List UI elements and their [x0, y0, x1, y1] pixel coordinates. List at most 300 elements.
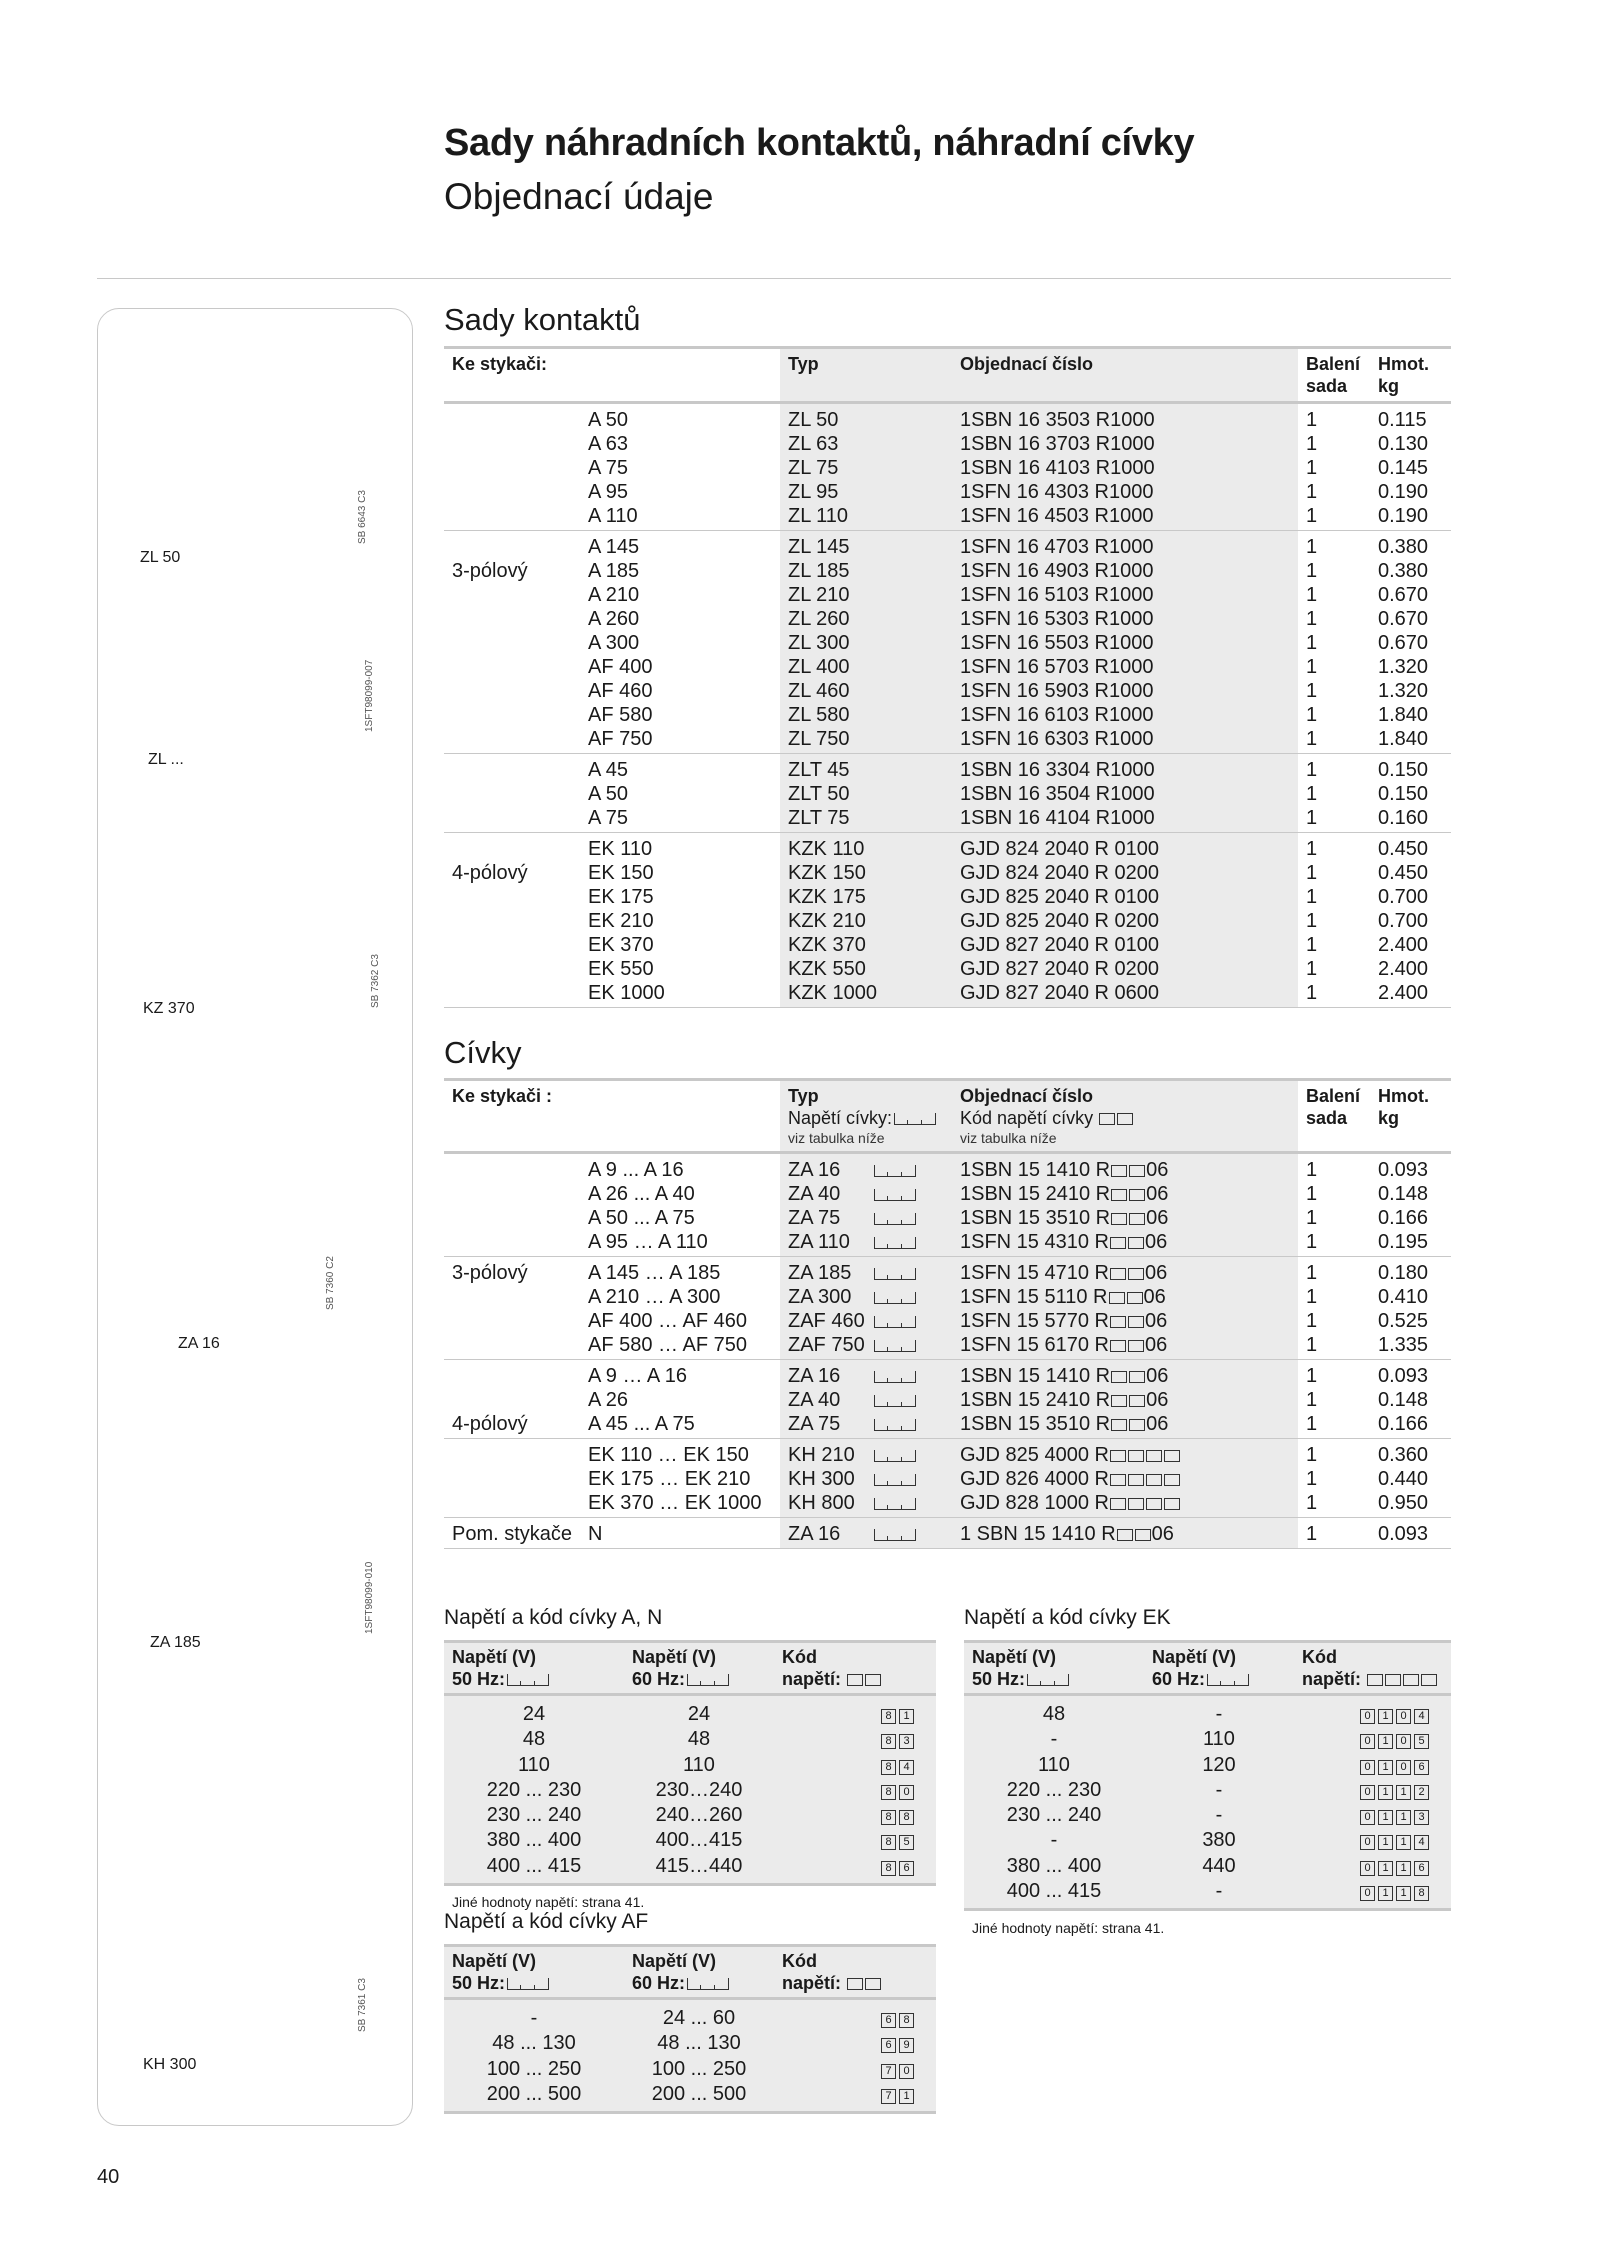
voltage-code-cell — [774, 1999, 936, 2032]
weight-cell: 2.400 — [1378, 982, 1429, 1004]
code-digit: 1 — [1378, 1861, 1393, 1876]
code-digit: 0 — [899, 2064, 914, 2079]
pole-label — [444, 806, 580, 833]
voltage-code-cell — [1294, 1778, 1451, 1803]
pack-cell: 1 — [1306, 505, 1318, 527]
pack-cell: 1 — [1306, 1286, 1318, 1308]
col-header-order-sub — [960, 1107, 1298, 1129]
code-digit: 6 — [1414, 1861, 1429, 1876]
pack-cell: 1 — [1306, 1523, 1318, 1545]
order-prefix: 1SFN 15 5770 R — [960, 1310, 1109, 1332]
voltage-placeholder-bracket — [874, 1371, 916, 1383]
code-placeholder-box — [1146, 1498, 1162, 1510]
order-suffix: 06 — [1146, 1365, 1169, 1387]
type-cell — [780, 1309, 952, 1333]
table-row — [964, 1803, 1451, 1828]
pack-cell: 1 — [1306, 632, 1318, 654]
type-cell: KZK 150 — [780, 861, 952, 885]
voltage-code-cell — [1294, 1828, 1451, 1853]
col-header-code-2 — [1302, 1668, 1451, 1690]
col-header-50hz-2-text: 50 Hz: — [452, 1669, 506, 1689]
pack-cell: 1 — [1306, 838, 1318, 860]
pole-label — [444, 679, 580, 703]
voltage-placeholder-bracket — [874, 1395, 916, 1407]
table-row — [444, 2031, 936, 2056]
code-placeholder-box — [1129, 1371, 1145, 1383]
contactor-cell: EK 110 … EK 150 — [588, 1444, 749, 1466]
weight-cell: 0.380 — [1378, 536, 1429, 558]
table-row — [444, 1803, 936, 1828]
voltage-placeholder-bracket — [894, 1113, 936, 1125]
pole-label — [444, 1153, 580, 1183]
code-digit: 0 — [1396, 1709, 1411, 1724]
pole-label — [444, 957, 580, 981]
col-header-60hz-2 — [632, 1668, 774, 1690]
col-header-type-label: Typ — [788, 1086, 819, 1106]
order-prefix: 1SBN 15 2410 R — [960, 1389, 1111, 1411]
order-number-cell — [952, 1285, 1298, 1309]
code-placeholder-box — [865, 1674, 881, 1686]
type-cell: ZL 580 — [780, 703, 952, 727]
type-name: ZA 16 — [788, 1159, 841, 1181]
code-digit: 1 — [899, 1709, 914, 1724]
type-cell: ZL 260 — [780, 607, 952, 631]
contactor-cell: AF 460 — [588, 680, 653, 702]
voltage-header-row — [444, 1642, 936, 1695]
pack-cell: 1 — [1306, 433, 1318, 455]
col-header-pack — [1298, 1080, 1370, 1153]
table-row — [444, 981, 1451, 1008]
code-digit: 0 — [1360, 1886, 1375, 1901]
order-number-cell: 1SFN 16 5503 R1000 — [952, 631, 1298, 655]
code-placeholder-box — [1164, 1474, 1180, 1486]
contactor-cell: A 50 — [588, 409, 629, 431]
code-placeholder-box — [1110, 1237, 1126, 1249]
type-cell — [780, 1257, 952, 1286]
pack-cell: 1 — [1306, 1468, 1318, 1490]
pack-cell: 1 — [1306, 680, 1318, 702]
contactor-cell: EK 370 — [588, 934, 654, 956]
voltage-placeholder-bracket — [874, 1292, 916, 1304]
order-prefix: 1 SBN 15 1410 R — [960, 1523, 1116, 1545]
pole-label: 4-pólový — [452, 1413, 528, 1435]
order-suffix: 06 — [1146, 1207, 1169, 1229]
type-name: ZA 40 — [788, 1183, 841, 1205]
type-cell — [780, 1412, 952, 1439]
table-row — [444, 933, 1451, 957]
coils-group — [444, 1257, 1451, 1360]
voltage-an-title: Napětí a kód cívky A, N — [444, 1606, 663, 1629]
code-digit: 0 — [1396, 1760, 1411, 1775]
pole-label — [444, 981, 580, 1008]
table-row — [444, 1206, 1451, 1230]
pole-label — [444, 782, 580, 806]
order-number-cell — [952, 1439, 1298, 1468]
table-row — [444, 909, 1451, 933]
weight-cell: 0.670 — [1378, 584, 1429, 606]
type-name: ZAF 460 — [788, 1310, 865, 1332]
code-placeholder-box — [1135, 1529, 1151, 1541]
code-placeholder-box — [1110, 1340, 1126, 1352]
order-number-cell: GJD 827 2040 R 0100 — [952, 933, 1298, 957]
table-row — [964, 1879, 1451, 1908]
col-header-weight-2: kg — [1378, 1108, 1400, 1128]
code-placeholder-box — [1128, 1474, 1144, 1486]
order-suffix: 06 — [1146, 1389, 1169, 1411]
voltage-60hz-cell: 380 — [1202, 1829, 1236, 1852]
code-placeholder-box — [1111, 1165, 1127, 1177]
pack-cell: 1 — [1306, 536, 1318, 558]
weight-cell: 0.148 — [1378, 1183, 1429, 1205]
code-digit: 0 — [1360, 1734, 1375, 1749]
table-row — [444, 583, 1451, 607]
pack-cell: 1 — [1306, 1444, 1318, 1466]
table-row — [444, 655, 1451, 679]
order-number-cell — [952, 1388, 1298, 1412]
type-name: KH 300 — [788, 1468, 855, 1490]
type-cell: ZL 300 — [780, 631, 952, 655]
voltage-60hz-cell: 400…415 — [655, 1829, 743, 1852]
pole-label — [444, 933, 580, 957]
code-digit: 8 — [881, 1835, 896, 1850]
type-cell — [780, 1388, 952, 1412]
code-placeholder-box — [1128, 1498, 1144, 1510]
pack-cell: 1 — [1306, 1262, 1318, 1284]
contactor-cell: EK 110 — [588, 838, 653, 860]
col-header-60hz-1: Napětí (V) — [632, 1647, 717, 1667]
voltage-code-cell — [774, 1695, 936, 1728]
code-digit: 9 — [899, 2038, 914, 2053]
pack-cell: 1 — [1306, 958, 1318, 980]
code-digit: 1 — [1378, 1760, 1393, 1775]
contactor-cell: A 9 ... A 16 — [588, 1159, 684, 1181]
pole-label — [444, 1360, 580, 1389]
table-row — [444, 631, 1451, 655]
pack-cell: 1 — [1306, 1310, 1318, 1332]
col-header-code-1: Kód — [782, 1647, 817, 1667]
type-cell: KZK 550 — [780, 957, 952, 981]
weight-cell: 0.093 — [1378, 1159, 1429, 1181]
code-placeholder-box — [1110, 1498, 1126, 1510]
pole-label: Pom. stykače — [452, 1523, 573, 1545]
col-header-50hz-2 — [452, 1972, 624, 1994]
code-digit: 1 — [1378, 1835, 1393, 1850]
voltage-code-cell — [774, 2057, 936, 2082]
order-suffix: 06 — [1144, 1262, 1168, 1284]
table-row — [444, 957, 1451, 981]
table-row — [444, 1467, 1451, 1491]
type-cell — [780, 1230, 952, 1257]
order-suffix: 06 — [1144, 1231, 1168, 1253]
col-header-type — [780, 1080, 952, 1153]
type-cell: ZL 460 — [780, 679, 952, 703]
code-digit: 0 — [1360, 1861, 1375, 1876]
voltage-code-cell — [774, 1828, 936, 1853]
order-suffix: 06 — [1146, 1413, 1169, 1435]
code-placeholder-box — [1164, 1498, 1180, 1510]
voltage-60hz-cell: 24 ... 60 — [662, 2007, 736, 2029]
code-placeholder-box — [1099, 1113, 1115, 1125]
coils-group — [444, 1153, 1451, 1257]
voltage-ek-note: Jiné hodnoty napětí: strana 41. — [972, 1920, 1165, 1936]
voltage-60hz-cell: 230…240 — [655, 1778, 743, 1801]
code-placeholder-box — [1128, 1237, 1144, 1249]
code-placeholder-box — [847, 1674, 863, 1686]
col-header-50hz — [444, 1946, 624, 1999]
code-placeholder-box — [1128, 1340, 1144, 1352]
col-header-code — [774, 1642, 936, 1695]
order-number-cell — [952, 1467, 1298, 1491]
pole-label — [444, 754, 580, 783]
order-prefix: 1SBN 15 1410 R — [960, 1159, 1111, 1181]
table-row — [444, 703, 1451, 727]
voltage-header — [444, 1946, 936, 1999]
code-digit: 1 — [1378, 1810, 1393, 1825]
code-placeholder-box — [1146, 1450, 1162, 1462]
table-row — [444, 1257, 1451, 1286]
code-placeholder-box — [1367, 1674, 1383, 1686]
code-placeholder-box — [1128, 1316, 1144, 1328]
table-row — [444, 480, 1451, 504]
code-placeholder-box — [1128, 1450, 1144, 1462]
order-suffix: 06 — [1151, 1523, 1174, 1545]
weight-cell: 0.190 — [1378, 505, 1429, 527]
voltage-placeholder-bracket — [874, 1316, 916, 1328]
weight-cell: 0.440 — [1378, 1468, 1429, 1490]
voltage-code-cell — [1294, 1854, 1451, 1879]
col-header-60hz-2 — [1152, 1668, 1294, 1690]
code-digit: 0 — [1396, 1734, 1411, 1749]
voltage-50hz-cell: 230 ... 240 — [486, 1804, 582, 1827]
contactor-cell: EK 1000 — [588, 982, 665, 1004]
code-placeholder-box — [1111, 1189, 1127, 1201]
table-row — [444, 1230, 1451, 1257]
type-name: ZA 16 — [788, 1523, 841, 1545]
pole-label — [444, 703, 580, 727]
col-header-pack — [1298, 348, 1370, 403]
code-digit: 8 — [881, 1734, 896, 1749]
pole-label: 3-pólový — [452, 1262, 528, 1284]
type-cell: ZL 50 — [780, 403, 952, 433]
order-number-cell — [952, 1257, 1298, 1286]
contactor-cell: AF 400 — [588, 656, 653, 678]
pole-label — [444, 727, 580, 754]
table-row — [444, 1999, 936, 2032]
voltage-placeholder-bracket — [874, 1419, 916, 1431]
code-placeholder-box — [1127, 1292, 1143, 1304]
type-cell: ZL 210 — [780, 583, 952, 607]
voltage-50hz-cell: 400 ... 415 — [1006, 1880, 1102, 1903]
order-number-cell — [952, 1412, 1298, 1439]
order-number-cell: 1SFN 16 4703 R1000 — [952, 531, 1298, 560]
sidebar-image-code: SB 7360 C2 — [325, 1256, 336, 1310]
pack-cell: 1 — [1306, 1207, 1318, 1229]
order-suffix: 06 — [1146, 1159, 1169, 1181]
table-row — [444, 833, 1451, 862]
pole-label — [444, 456, 580, 480]
code-digit: 8 — [881, 1709, 896, 1724]
code-placeholder-box — [1110, 1450, 1126, 1462]
col-header-50hz-2 — [452, 1668, 624, 1690]
pack-cell: 1 — [1306, 1231, 1318, 1253]
voltage-60hz-cell: - — [1215, 1804, 1223, 1827]
pack-cell: 1 — [1306, 982, 1318, 1004]
page-number: 40 — [97, 2166, 120, 2188]
code-digit: 4 — [899, 1760, 914, 1775]
code-digit: 0 — [1360, 1835, 1375, 1850]
contactor-cell: A 50 — [588, 783, 629, 805]
col-header-pack-2: sada — [1306, 376, 1348, 396]
pack-cell: 1 — [1306, 1389, 1318, 1411]
order-number-cell: GJD 825 2040 R 0100 — [952, 885, 1298, 909]
code-digit: 1 — [1396, 1810, 1411, 1825]
type-cell: ZL 145 — [780, 531, 952, 560]
contacts-header — [444, 348, 1451, 403]
code-digit: 7 — [881, 2089, 896, 2104]
page-subtitle: Objednací údaje — [444, 176, 714, 217]
voltage-placeholder-bracket — [874, 1213, 916, 1225]
coils-header — [444, 1080, 1451, 1153]
col-header-60hz-2-text: 60 Hz: — [632, 1669, 686, 1689]
sidebar-product-label: ZA 16 — [178, 1335, 220, 1352]
weight-cell: 0.525 — [1378, 1310, 1429, 1332]
voltage-50hz-cell: 200 ... 500 — [486, 2082, 582, 2105]
weight-cell: 0.093 — [1378, 1365, 1429, 1387]
col-header-code-2 — [782, 1972, 936, 1994]
table-row — [444, 1153, 1451, 1183]
col-header-code-2 — [782, 1668, 936, 1690]
code-digit: 1 — [1378, 1785, 1393, 1800]
weight-cell: 0.700 — [1378, 886, 1429, 908]
voltage-50hz-cell: 48 ... 130 — [492, 2032, 576, 2055]
weight-cell: 0.115 — [1378, 409, 1427, 431]
type-cell — [780, 1182, 952, 1206]
table-row — [444, 1518, 1451, 1549]
voltage-60hz-cell: 48 ... 130 — [657, 2032, 741, 2055]
contactor-cell: N — [588, 1523, 603, 1545]
voltage-ek-title: Napětí a kód cívky EK — [964, 1606, 1171, 1629]
col-header-type-sub — [788, 1107, 952, 1129]
pack-cell: 1 — [1306, 783, 1318, 805]
pole-label — [444, 432, 580, 456]
pole-label: 3-pólový — [452, 560, 528, 582]
coils-heading: Cívky — [444, 1035, 522, 1070]
voltage-50hz-cell: 110 — [518, 1753, 550, 1776]
weight-cell: 0.160 — [1378, 807, 1429, 829]
voltage-60hz-cell: - — [1215, 1703, 1223, 1725]
order-number-cell: 1SBN 16 4104 R1000 — [952, 806, 1298, 833]
voltage-placeholder-bracket — [874, 1165, 916, 1177]
voltage-placeholder-bracket — [874, 1450, 916, 1462]
order-number-cell: GJD 824 2040 R 0100 — [952, 833, 1298, 862]
table-row — [444, 531, 1451, 560]
voltage-50hz-cell: 110 — [1038, 1753, 1070, 1776]
col-header-order — [952, 1080, 1298, 1153]
voltage-header-row — [444, 1946, 936, 1999]
voltage-50hz-cell: 48 — [1042, 1703, 1066, 1725]
order-prefix: 1SBN 15 3510 R — [960, 1207, 1111, 1229]
table-row — [444, 1182, 1451, 1206]
code-digit: 8 — [899, 2013, 914, 2028]
type-cell — [780, 1333, 952, 1360]
code-digit: 1 — [1396, 1835, 1411, 1850]
col-header-order-note: viz tabulka níže — [960, 1130, 1057, 1146]
weight-cell: 0.670 — [1378, 632, 1429, 654]
type-cell: ZLT 50 — [780, 782, 952, 806]
voltage-60hz-cell: 48 — [687, 1728, 711, 1751]
voltage-60hz-cell: 100 ... 250 — [651, 2057, 747, 2080]
weight-cell: 1.335 — [1378, 1334, 1429, 1356]
voltage-code-cell — [1294, 1727, 1451, 1752]
code-digit: 6 — [1414, 1760, 1429, 1775]
voltage-60hz-cell: 200 ... 500 — [651, 2082, 747, 2105]
pole-label — [444, 909, 580, 933]
col-header-weight — [1370, 1080, 1451, 1153]
contactor-cell: A 300 — [588, 632, 640, 654]
voltage-placeholder-bracket — [874, 1268, 916, 1280]
type-name: ZA 110 — [788, 1231, 850, 1253]
order-number-cell: 1SFN 16 5903 R1000 — [952, 679, 1298, 703]
order-prefix: GJD 826 4000 R — [960, 1468, 1109, 1490]
order-suffix: 06 — [1144, 1334, 1168, 1356]
weight-cell: 0.166 — [1378, 1207, 1429, 1229]
code-digit: 8 — [1414, 1886, 1429, 1901]
header-divider — [97, 278, 1451, 279]
contacts-table — [444, 346, 1451, 1008]
sidebar-product-label: KZ 370 — [143, 1000, 195, 1017]
type-name: ZA 40 — [788, 1389, 841, 1411]
table-row — [444, 2082, 936, 2111]
col-header-code-2-text: napětí: — [782, 1669, 847, 1689]
weight-cell: 2.400 — [1378, 958, 1429, 980]
pole-label — [444, 607, 580, 631]
type-cell: ZL 63 — [780, 432, 952, 456]
order-suffix: 06 — [1144, 1310, 1168, 1332]
order-number-cell: 1SBN 16 4103 R1000 — [952, 456, 1298, 480]
pole-label — [444, 1285, 580, 1309]
type-name: ZAF 750 — [788, 1334, 865, 1356]
voltage-placeholder-bracket — [507, 1674, 549, 1686]
table-row — [444, 1439, 1451, 1468]
col-header-code-1: Kód — [782, 1951, 817, 1971]
weight-cell: 0.700 — [1378, 910, 1429, 932]
voltage-af-title: Napětí a kód cívky AF — [444, 1910, 649, 1933]
type-name: KH 210 — [788, 1444, 855, 1466]
type-cell: ZL 95 — [780, 480, 952, 504]
voltage-50hz-cell: 230 ... 240 — [1006, 1804, 1102, 1827]
type-name: ZA 300 — [788, 1286, 852, 1308]
voltage-50hz-cell: - — [1050, 1829, 1058, 1852]
type-name: ZA 75 — [788, 1207, 841, 1229]
table-row — [444, 1695, 936, 1728]
col-header-50hz-1: Napětí (V) — [972, 1647, 1057, 1667]
voltage-code-cell — [774, 1854, 936, 1883]
pack-cell: 1 — [1306, 608, 1318, 630]
table-row — [964, 1753, 1451, 1778]
code-placeholder-box — [1146, 1474, 1162, 1486]
order-number-cell: 1SFN 16 4903 R1000 — [952, 559, 1298, 583]
contacts-group — [444, 754, 1451, 833]
contactor-cell: A 26 ... A 40 — [588, 1183, 695, 1205]
contactor-cell: A 185 — [588, 560, 640, 582]
pole-label — [444, 1388, 580, 1412]
col-header-50hz-2-text: 50 Hz: — [972, 1669, 1026, 1689]
voltage-50hz-cell: 380 ... 400 — [486, 1829, 582, 1852]
contacts-heading: Sady kontaktů — [444, 302, 641, 337]
voltage-60hz-cell: 240…260 — [655, 1804, 743, 1827]
voltage-60hz-cell: 415…440 — [655, 1854, 743, 1877]
pole-label — [444, 833, 580, 862]
